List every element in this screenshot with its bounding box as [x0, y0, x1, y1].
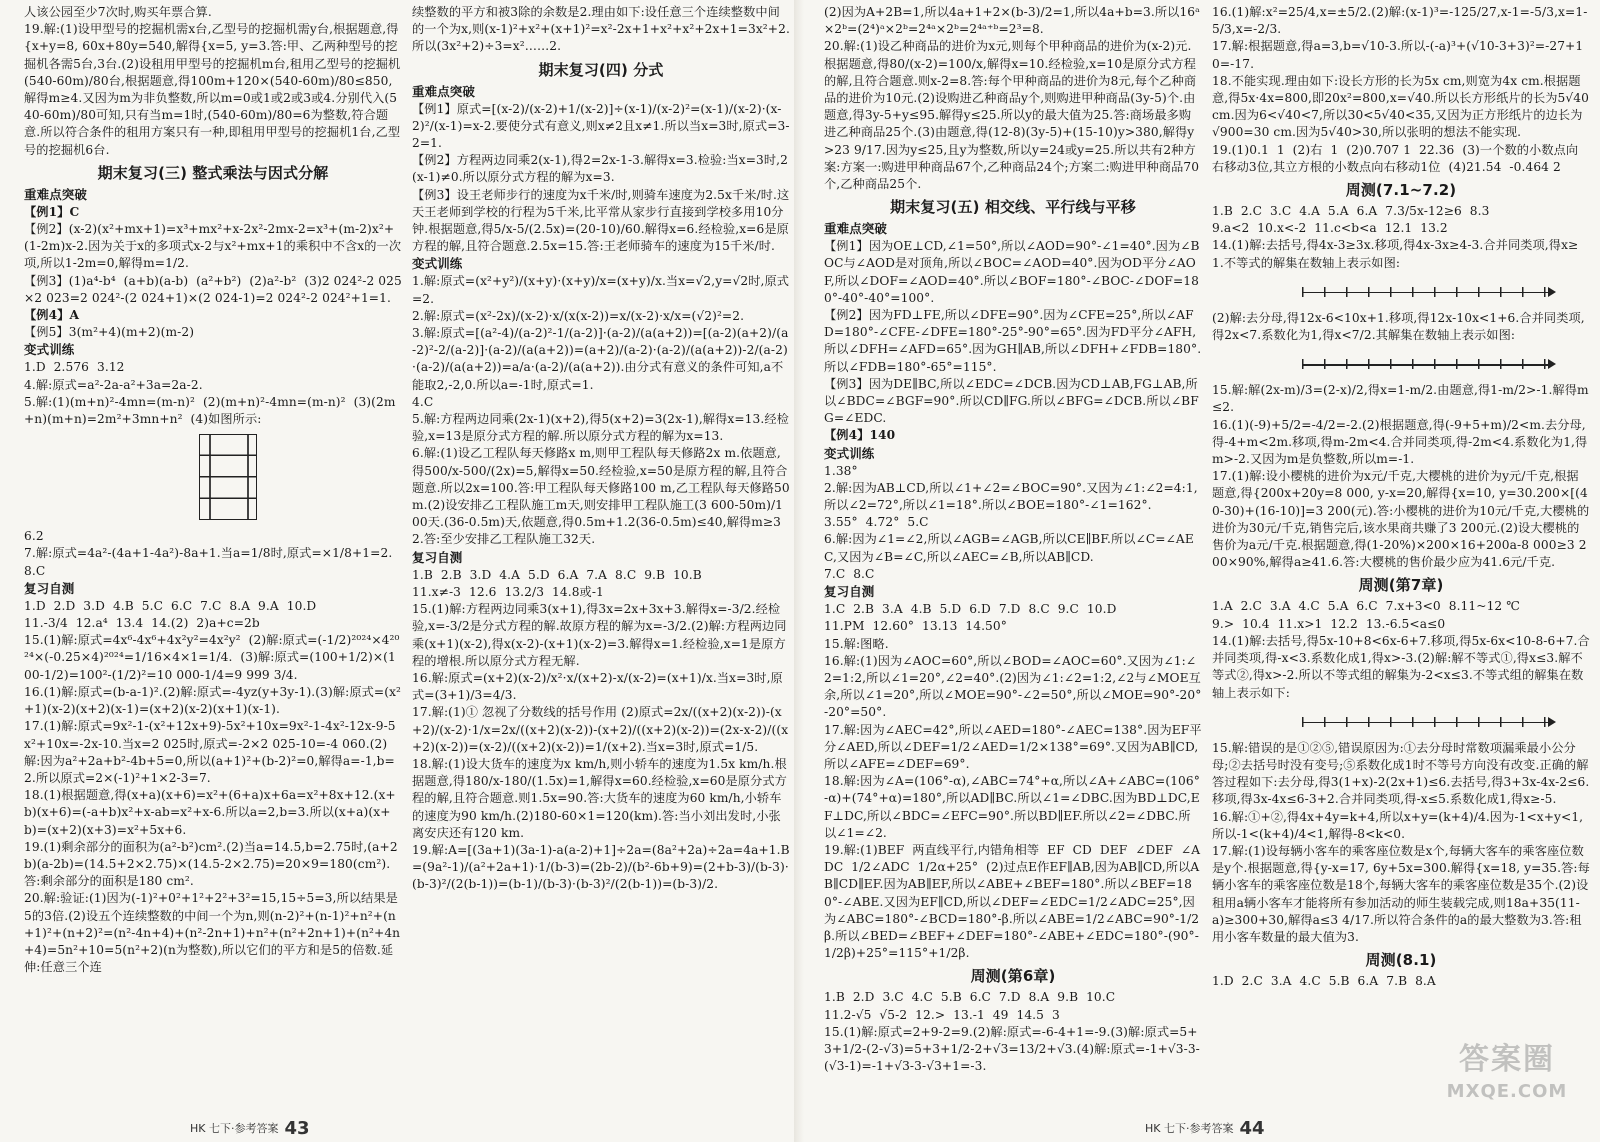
right-column-1 — [824, 4, 1206, 1110]
subsection-heading: 变式训练 — [24, 342, 75, 358]
subsection-heading: 重难点突破 — [412, 83, 476, 99]
answer-line: 20.解:(1)设乙种商品的进价为x元,则每个甲种商品的进价为(x-2)元.根据题意,得80/(x-2)=100/x,解得x=10.经检验,x=10是原分式方程的解,且符合题意.则x-2=8.答:每个甲种商品的进价为8元,每个乙种商品的进价为10元.(2)设购进乙种商品y个,则购进甲种商品(3y-5)个.由题意,得3y-5+y≤95.解得y≤25.所以y的最大值为25.答:商场最多购进乙种商品25个.(3)由题意,得(12-8)(3y-5)+(15-10)y>380,解得y>23 9/17.因为y≤25,且y为整数,所以y=24或y=25.所以共有2种方案:方案一:购进甲种商品67个,乙种商品24个;方案二:购进甲种商品70个,乙种商品25个. — [824, 39, 1200, 192]
answer-line: 11.PM 12.60° 13.13 14.50° — [824, 619, 1007, 634]
answer-line: 【例1】C — [24, 204, 80, 219]
answer-line: 15.(1)解:方程两边同乘3(x+1),得3x=2x+3x+3.解得x=-3/2.经检验,x=-3/2是分式方程的解.故原方程的解为x=-3/2.(2)解:方程两边同乘(x+1)(x-2),得x(x-2)-(x+1)(x-2)=3.解得x=1.经检验,x=1是原方程的增根.所以原分式方程无解. — [412, 602, 787, 668]
answer-line: 续整数的平方和被3除的余数是2.理由如下:设任意三个连续整数中间的一个为x,则(x-1)²+x²+(x+1)²=x²-2x+1+x²+x²+2x+1=3x²+2.所以(3x²+2)÷3=x²……2. — [412, 5, 790, 54]
answer-line: 17.解:(1)① 忽视了分数线的括号作用 (2)原式=2x/((x+2)(x-2))-(x+2)/(x-2)·1/x=2x/((x+2)(x-2))-(x+2)/((x+2)(x-2))=(2x-x-2)/((x+2)(x-2))=(x-2)/((x+2)(x-2))=1/(x+2).当x=3时,原式=1/5. — [412, 705, 789, 754]
subsection-heading: 复习自测 — [412, 549, 463, 565]
number-line-ticks — [1302, 717, 1546, 727]
answer-line: 人该公园至少7次时,购买年票合算. — [24, 5, 212, 19]
answer-line: 19.解:(1)设甲型号的挖掘机需x台,乙型号的挖掘机需y台,根据题意,得{x+y=8, 60x+80y=540,解得{x=5, y=3.答:甲、乙两种型号的挖掘机各需5台,3台.(2)设租用甲型号的挖掘机m台,租用乙型号的挖掘机(540-60m)/80台,根据题意,得100m+120×(540-60m)/80≤850,解得m≥4.又因为m为非负整数,所以m=0或1或2或3或4.分别代入(540-60m)/80可知,只有当m=1时,(540-60m)/80=6为整数,符合题意.所以符合条件的租用方案只有一种,即租用甲型号的挖掘机1台,乙型号的挖掘机6台. — [24, 22, 401, 157]
section-heading: 期末复习(四) 分式 — [538, 60, 664, 79]
answer-line: 【例2】方程两边同乘2(x-1),得2=2x-1-3.解得x=3.检验:当x=3时,2(x-1)≠0.所以原分式方程的解为x=3. — [412, 153, 789, 185]
grid-drawing — [199, 434, 257, 520]
watermark-logo — [1432, 1040, 1582, 1114]
watermark-title: 答案圈 — [1459, 1042, 1555, 1077]
answer-line: 5.解:(1)(m+n)²-4mn=(m-n)² (2)(m+n)²-4mn=(m-n)² (3)(2m+n)(m+n)=2m²+3mn+n² (4)如图所示: — [24, 394, 396, 427]
answer-line: (2)解:去分母,得12x-6<10x+1.移项,得12x-10x<1+6.合并同类项,得2x<7.系数化为1,得x<7/2.其解集在数轴上表示如图: — [1212, 310, 1585, 343]
answer-line: 15.解:图略. — [824, 636, 889, 651]
answer-line: 16.解:(1)因为∠AOC=60°,所以∠BOD=∠AOC=60°.又因为∠1:∠2=1:2,所以∠1=20°,∠2=40°.(2)因为∠1:∠2=1:2,∠2与∠MOE互余,所以∠1=20°,所以∠MOE=90°-∠2=50°,所以∠MOE=90°-20°-20°=50°. — [824, 653, 1202, 720]
answer-line: 15.解:解(2x-m)/3=(2-x)/2,得x=1-m/2.由题意,得1-m/2>-1.解得m≤2. — [1212, 383, 1589, 415]
number-line-figure — [1212, 346, 1590, 380]
answer-line: 9.a<2 10.x<-2 11.c<b<a 12.1 13.2 — [1212, 221, 1448, 236]
left-column-1 — [24, 4, 406, 1110]
answer-line: (2)因为A+2B=1,所以4a+1+2×(b-3)/2=1,所以4a+b=3.所以16ᵃ×2ᵇ=(2⁴)ᵃ×2ᵇ=2⁴ᵃ×2ᵇ=2⁴ᵃ⁺ᵇ=2³=8. — [824, 5, 1200, 37]
answer-line: 【例3】因为DE∥BC,所以∠EDC=∠DCB.因为CD⊥AB,FG⊥AB,所以∠BDC=∠BGF=90°.所以CD∥FG.所以∠BFG=∠DCB.所以∠BFG=∠EDC. — [824, 376, 1199, 426]
subsection-heading: 变式训练 — [824, 445, 875, 461]
page-gutter — [794, 0, 804, 1142]
answer-line: 【例1】原式=[(x-2)/(x-2)+1/(x-2)]÷(x-1)/(x-2)²=(x-1)/(x-2)·(x-2)²/(x-1)=x-2.要使分式有意义,则x≠2且x≠1.所以当x=3时,原式=3-2=1. — [412, 101, 790, 151]
answer-line: 【例2】(x-2)(x²+mx+1)=x³+mx²+x-2x²-2mx-2=x³+(m-2)x²+(1-2m)x-2.因为关于x的多项式x-2与x²+mx+1的乘积中不含x的一次项,所以1-2m=0,解得m=1/2. — [24, 222, 402, 271]
answer-line: 11.-3/4 12.a⁴ 13.4 14.(2) 2)a+c=2b — [24, 616, 260, 631]
section-heading: 周测(第6章) — [970, 967, 1056, 986]
number-line-arrow — [1548, 359, 1556, 369]
answer-line: 11.x≠-3 12.6 13.2/3 14.8或-1 — [412, 584, 604, 599]
answer-line: 【例4】A — [24, 308, 79, 323]
answer-line: 【例4】140 — [824, 428, 896, 443]
answer-line: 8.C — [24, 563, 46, 578]
answer-line: 18.解:因为∠A=(106°-α),∠ABC=74°+α,所以∠A+∠ABC=(106°-α)+(74°+α)=180°,所以AD∥BC.所以∠1=∠DBC.因为BD⊥DC,EF⊥DC,所以∠BDC=∠EFC=90°.所以BD∥EF.所以∠2=∠DBC.所以∠1=∠2. — [824, 774, 1200, 840]
answer-line: 4.解:原式=a²-2a-a²+3a=2a-2. — [24, 377, 203, 392]
number-line-ticks — [1302, 287, 1546, 297]
answer-line: 14.(1)解:去括号,得5x-10+8<6x-6+7.移项,得5x-6x<10-8-6+7.合并同类项,得-x<3.系数化成1,得x>-3.(2)解:解不等式①,得x≤3.解不等式②,得x>-2.所以不等式组的解集为-2<x≤3.不等式组的解集在数轴上表示如下: — [1212, 633, 1590, 700]
answer-line: 1.B 2.C 3.C 4.A 5.A 6.A 7.3/5x-12≥6 8.3 — [1212, 204, 1490, 219]
section-heading: 周测(8.1) — [1365, 951, 1437, 970]
footer-label: HK 七下·参考答案 — [190, 1122, 279, 1135]
page-number: 43 — [284, 1118, 310, 1139]
subsection-heading: 复习自测 — [824, 584, 875, 600]
answer-line: 7.解:原式=4a²-(4a+1-4a²)-8a+1.当a=1/8时,原式=×1/8+1=2. — [24, 546, 393, 561]
answer-line: 16.(1)(-9)+5/2=-4/2=-2.(2)根据题意,得(-9+5+m)/2<m.去分母,得-4+m<2m.移项,得m-2m<4.合并同类项,得-2m<4.系数化为1,得m>-2.又因为m是负整数,所以m=-1. — [1212, 417, 1588, 467]
answer-line: 2.解:原式=(x²-2x)/(x-2)·x/(x(x-2))=x/(x-2)·x/x=(√2)²=2. — [412, 308, 745, 323]
answer-line: 15.解:错误的是①②⑤,错误原因为:①去分母时常数项漏乘最小公分母;②去括号时没有变号;⑤系数化成1时不等号方向没有改变.正确的解答过程如下:去分母,得3(1+x)-2(2x+1)≤6.去括号,得3+3x-4x-2≤6.移项,得3x-4x≤6-3+2.合并同类项,得-x≤5.系数化成1,得x≥-5. — [1212, 740, 1590, 807]
answer-line: 6.2 — [24, 529, 44, 544]
subsection-heading: 变式训练 — [412, 256, 463, 272]
answer-line: 11.2-√5 √5-2 12.> 13.-1 49 14.5 3 — [824, 1007, 1060, 1022]
answer-line: 17.(1)解:设小樱桃的进价为x元/千克,大樱桃的进价为y元/千克,根据题意,得{200x+20y=8 000, y-x=20,解得{x=10, y=30.200×[(40-30)+(16-10)]=3 200(元).答:小樱桃的进价为10元/千克,大樱桃的进价为30元/千克,销售完后,该水果商共赚了3 200元.(2)设大樱桃的售价为a元/千克.根据题意,得(1-20%)×200×16+200a-8 000≥3 200×90%,解得a≥41.6.答:大樱桃的售价最少应为41.6元/千克. — [1212, 469, 1590, 570]
answer-line: 19.(1)剩余部分的面积为(a²-b²)cm².(2)当a=14.5,b=2.75时,(a+2b)(a-2b)=(14.5+2×2.75)×(14.5-2×2.75)=20×9=180(cm²).答:剩余部分的面积是180 cm². — [24, 839, 398, 889]
page-left — [8, 0, 792, 1118]
number-line-figure — [1212, 274, 1590, 308]
answer-line: 3.55° 4.72° 5.C — [824, 515, 929, 530]
answer-line: 16.解:①+②,得4x+4y=k+4,所以x+y=(k+4)/4.因为-1<x+y<1,所以-1<(k+4)/4<1,解得-8<k<0. — [1212, 809, 1584, 841]
answer-line: 1.B 2.D 3.C 4.C 5.B 6.C 7.D 8.A 9.B 10.C — [824, 990, 1116, 1005]
answer-line: 3.解:原式=[(a²-4)/(a-2)²-1/(a-2)]·(a-2)/(a(a+2))=[(a-2)(a+2)/(a-2)²-2/(a-2)]·(a-2)/(a(a+2))=(a+2)/(a-2)·(a-2)/(a(a+2))-2/(a-2)·(a-2)/(a(a+2))=a/a·(a-2)/(a(a+2)).由分式有意义的条件可知,a不能取2,-2,0.所以a=-1时,原式=1. — [412, 326, 789, 392]
subsection-heading: 重难点突破 — [24, 186, 88, 202]
answer-line: 1.A 2.C 3.A 4.C 5.A 6.C 7.x+3<0 8.11~12 ℃ — [1212, 599, 1520, 614]
answer-line: 6.解:因为∠1=∠2,所以∠AGB=∠AGB,所以CE∥BF.所以∠C=∠AEC,又因为∠B=∠C,所以∠AEC=∠B,所以AB∥CD. — [824, 532, 1194, 564]
answer-line: 【例1】因为OE⊥CD,∠1=50°,所以∠AOD=90°-∠1=40°.因为∠BOC与∠AOD是对顶角,所以∠BOC=∠AOD=40°.因为OD平分∠AOF,所以∠DOF=∠AOD=40°.所以∠BOF=180°-∠BOC-∠DOF=180°-40°-40°=100°. — [824, 239, 1200, 305]
footer-left — [190, 1118, 310, 1140]
answer-line: 1.D 2.C 3.A 4.C 5.B 6.A 7.B 8.A — [1212, 974, 1436, 989]
subsection-heading: 重难点突破 — [824, 221, 888, 237]
answer-line: 6.解:(1)设乙工程队每天修路x m,则甲工程队每天修路2x m.依题意,得500/x-500/(2x)=5,解得x=50.经检验,x=50是原方程的解,且符合题意.所以2x=100.答:甲工程队每天修路100 m,乙工程队每天修路50 m.(2)设安排乙工程队施工m天,则安排甲工程队施工(3 600-50m)/100天.(36-0.5m)天,依题意,得0.5m+1.2(36-0.5m)≤40,解得m≥32.答:至少安排乙工程队施工32天. — [412, 446, 794, 547]
answer-line: 16.解:原式=(x+2)(x-2)/x²·x/(x+2)-x/(x-2)=(x+1)/x.当x=3时,原式=(3+1)/3=4/3. — [412, 670, 783, 703]
footer-label: HK 七下·参考答案 — [1145, 1122, 1234, 1135]
page-number: 44 — [1239, 1118, 1265, 1139]
answer-line: 17.(1)解:原式=9x²-1-(x²+12x+9)-5x²+10x=9x²-1-4x²-12x-9-5x²+10x=-2x-10.当x=2 025时,原式=-2×2 025-10=-4 060.(2)解:因为a²+2a+b²-4b+5=0,所以(a+1)²+(b-2)²=0,解得a=-1,b=2.所以原式=2×(-1)²+1×2-3=7. — [24, 719, 396, 785]
number-line-ticks — [1302, 359, 1546, 369]
number-line-arrow — [1548, 287, 1556, 297]
answer-line: 2.解:因为AB⊥CD,所以∠1+∠2=∠BOC=90°.又因为∠1:∠2=4:1,所以∠2=72°,所以∠1=18°.所以∠BOE=180°-∠1=162°. — [824, 480, 1198, 513]
answer-line: 9.> 10.4 11.x>1 12.2 13.-6.5<a≤0 — [1212, 616, 1446, 631]
answer-line: 19.解:(1)BEF 两直线平行,内错角相等 EF CD DEF ∠DEF ∠ADC 1/2∠ADC 1/2α+25° (2)过点E作EF∥AB,因为AB∥CD,所以AB∥CD∥EF.因为AB∥EF,所以∠ABE+∠BEF=180°.所以∠BEF=180°-∠ABE.又因为EF∥CD,所以∠DEF=∠EDC=1/2∠ADC=25°,因为∠ABC=180°-∠BCD=180°-β.所以∠ABE=1/2∠ABC=90°-1/2β.所以∠BED=∠BEF+∠DEF=180°-∠ABE+∠EDC=180°-(90°-1/2β)+25°=115°+1/2β. — [824, 842, 1201, 961]
answer-line: 17.解:(1)设每辆小客车的乘客座位数是x个,每辆大客车的乘客座位数是y个.根据题意,得{y-x=17, 6y+5x=300.解得{x=18, y=35.答:每辆小客车的乘客座位数是18个,每辆大客车的乘客座位数是35个.(2)设租用a辆小客车才能将所有参加活动的师生装载完成,则18a+35(11-a)≥300+30,解得a≤3 4/17.所以符合条件的a的最大整数为3.答:租用小客车数量的最大值为3. — [1212, 843, 1590, 944]
answer-line: 15.(1)解:原式=2+9-2=9.(2)解:原式=-6-4+1=-9.(3)解:原式=5+3+1/2-(2-√3)=5+3+1/2-2+√3=13/2+√3.(4)解:原式=-1+√3-3-(√3-1)=-1+√3-3-√3+1=-3. — [824, 1024, 1200, 1074]
answer-line: 15.(1)解:原式=4x⁶-4x⁶+4x²y²=4x²y² (2)解:原式=(-1/2)²⁰²⁴×4²⁰²⁴×(-0.25×4)²⁰²⁴=1/16×4×1=1/4. (3)解:原式=(100+1/2)×(100-1/2)=100²-(1/2)²=10 000-1/4=9 999 3/4. — [24, 633, 400, 682]
right-column-2 — [1212, 4, 1594, 1110]
answer-line: 17.解:根据题意,得a=3,b=√10-3.所以-(-a)³+(√10-3+3)²=-27+10=-17. — [1212, 39, 1584, 71]
number-line-arrow — [1548, 717, 1556, 727]
page-right — [808, 0, 1592, 1118]
answer-line: 5.解:方程两边同乘(2x-1)(x+2),得5(x+2)=3(2x-1),解得x=13.经检验,x=13是原分式方程的解.所以原分式方程的解为x=13. — [412, 412, 789, 444]
number-line-figure — [1212, 704, 1590, 738]
answer-line: 18.不能实现.理由如下:设长方形的长为5x cm,则宽为4x cm.根据题意,得5x·4x=800,即20x²=800,x=√40.所以长方形纸片的长为5√40 cm.因为6<√40<7,所以30<5√40<35,又因为正方形纸片的边长为√900=30 cm.因为5√40>30,所以张明的想法不能实现. — [1212, 73, 1593, 140]
footer-right — [1145, 1118, 1265, 1140]
answer-line: 1.B 2.B 3.D 4.A 5.D 6.A 7.A 8.C 9.B 10.B — [412, 567, 702, 582]
answer-line: 19.解:A=[(3a+1)(3a-1)-a(a-2)+1]÷2a=(8a²+2a)÷2a=4a+1.B=(9a²-1)/(a²+2a+1)·1/(b-3)=(2b-2)/(b²-6b+9)=(2+b-3)/(b-3)·(b-3)²/(2(b-1))=(b-1)/(b-3)·(b-3)²/(2(b-1))=(b-3)/2. — [412, 842, 790, 892]
answer-line: 1.D 2.D 3.D 4.B 5.C 6.C 7.C 8.A 9.A 10.D — [24, 598, 317, 613]
answer-line: 1.C 2.B 3.A 4.B 5.D 6.D 7.D 8.C 9.C 10.D — [824, 602, 1117, 617]
answer-line: 【例5】3(m²+4)(m+2)(m-2) — [24, 325, 195, 340]
answer-line: 14.(1)解:去括号,得4x-3≥3x.移项,得4x-3x≥4-3.合并同类项,得x≥1.不等式的解集在数轴上表示如图: — [1212, 238, 1579, 270]
answer-line: 18.解:(1)设大货车的速度为x km/h,则小轿车的速度为1.5x km/h.根据题意,得180/x-180/(1.5x)=1,解得x=60.经检验,x=60是原分式方程的解,且符合题意.则1.5x=90.答:大货车的速度为60 km/h,小轿车的速度为90 km/h.(2)180-60×1=120(km).答:当小刘出发时,小张离安庆还有120 km. — [412, 756, 787, 840]
section-heading: 周测(第7章) — [1358, 576, 1444, 595]
answer-line: 20.解:验证:(1)因为(-1)²+0²+1²+2²+3²=15,15÷5=3,所以结果是5的3倍.(2)设五个连续整数的中间一个为n,则(n-2)²+(n-1)²+n²+(n+1)²+(n+2)²=(n²-4n+4)+(n²-2n+1)+n²+(n²+2n+1)+(n²+4n+4)=5n²+10=5(n²+2)(n为整数),所以它们的平方和是5的倍数.延伸:任意三个连 — [24, 891, 401, 975]
section-heading: 周测(7.1~7.2) — [1345, 181, 1457, 200]
answer-line: 4.C — [412, 394, 434, 409]
watermark-url: MXQE.COM — [1446, 1081, 1568, 1102]
rectangle-grid-figure — [24, 430, 402, 526]
answer-line: 1.38° — [824, 463, 858, 478]
answer-line: 7.C 8.C — [824, 566, 875, 581]
answer-line: 【例3】(1)a⁴-b⁴ (a+b)(a-b) (a²+b²) (2)a²-b² (3)2 024²-2 025×2 023=2 024²-(2 024+1)×(2 024-1)=2 024²-2 024²+1=1. — [24, 273, 402, 305]
answer-line: 19.(1)0.1 1 (2)右 1 (2)0.707 1 22.36 (3)一个数的小数点向右移动3位,其立方根的小数点向右移动1位 (4)21.54 -0.464 2 — [1212, 142, 1579, 174]
answer-line: 1.D 2.576 3.12 — [24, 360, 125, 375]
answer-line: 18.(1)根据题意,得(x+a)(x+6)=x²+(6+a)x+6a=x²+8x+12.(x+b)(x+6)=(-a+b)x²+x-ab=x²+x-6.所以a=2,b=3.所以(x+a)(x+b)=(x+2)(x+3)=x²+5x+6. — [24, 788, 396, 837]
answer-line: 16.(1)解:原式=(b-a-1)².(2)解:原式=-4yz(y+3y-1).(3)解:原式=(x²+1)(x-2)(x+2)(x-1)=(x+2)(x-2)(x+1)(x-1). — [24, 684, 402, 717]
answer-line: 16.(1)解:x²=25/4,x=±5/2.(2)解:(x-1)³=-125/27,x-1=-5/3,x=1-5/3,x=-2/3. — [1212, 5, 1588, 37]
section-heading: 期末复习(三) 整式乘法与因式分解 — [97, 163, 329, 182]
answer-line: 17.解:因为∠AEC=42°,所以∠AED=180°-∠AEC=138°.因为EF平分∠AED,所以∠DEF=1/2∠AED=1/2×138°=69°.又因为AB∥CD,所以∠AFE=∠DEF=69°. — [824, 722, 1202, 771]
answer-line: 【例2】因为FD⊥FE,所以∠DFE=90°.因为∠CFE=25°,所以∠AFD=180°-∠CFE-∠DFE=180°-25°-90°=65°.因为FD平分∠AFH,所以∠DFH=∠AFD=65°.因为GH∥AB,所以∠DFH+∠FDB=180°.所以∠FDB=180°-65°=115°. — [824, 308, 1202, 374]
subsection-heading: 复习自测 — [24, 580, 75, 596]
left-column-2 — [412, 4, 794, 1110]
section-heading: 期末复习(五) 相交线、平行线与平移 — [890, 198, 1136, 217]
answer-line: 1.解:原式=(x²+y²)/(x+y)·(x+y)/x=(x+y)/x.当x=√2,y=√2时,原式=2. — [412, 274, 790, 306]
answer-line: 【例3】设王老师步行的速度为x千米/时,则骑车速度为2.5x千米/时.这天王老师到学校的行程为5千米,比平常从家步行直接到学校多用10分钟.根据题意,得5/x-5/(2.5x)=(20-10)/60.解得x=6.经检验,x=6是原方程的解,且符合题意.2.5x=15.答:王老师骑车的速度为15千米/时. — [412, 187, 790, 254]
